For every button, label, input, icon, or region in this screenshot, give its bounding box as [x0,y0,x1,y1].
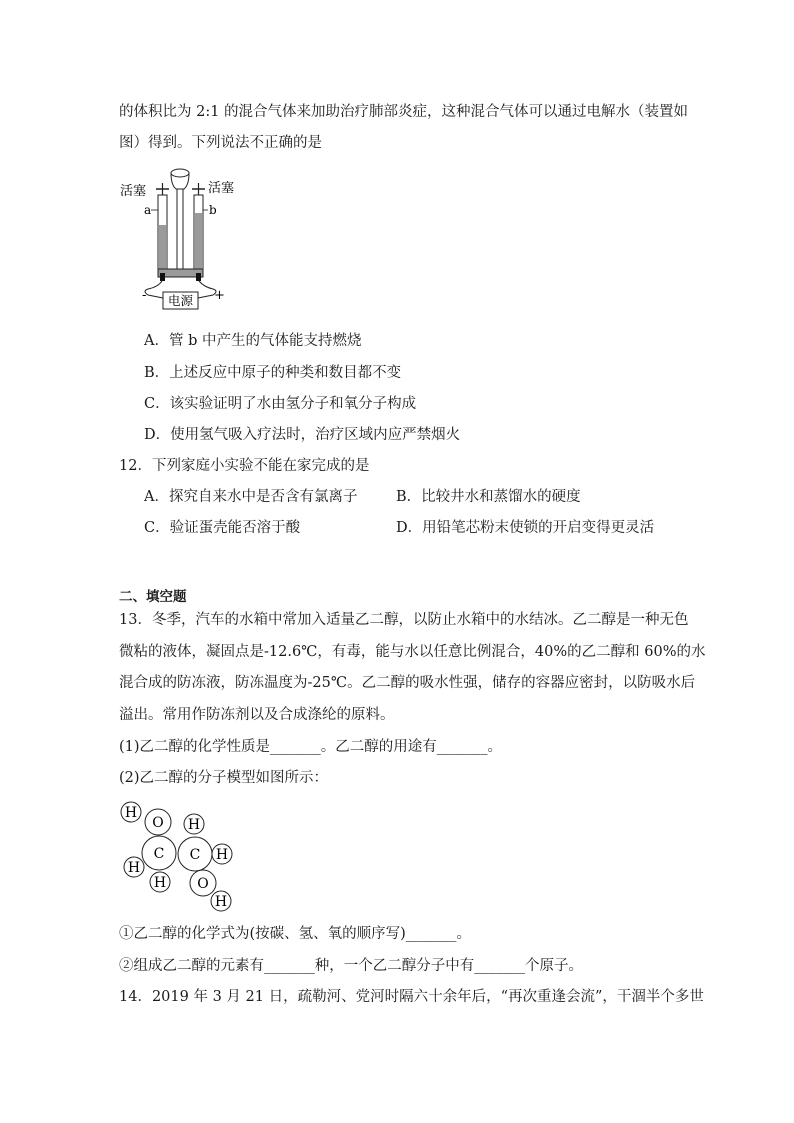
tube-a-label: a [144,203,152,217]
q11-stem-line1: 的体积比为 2:1 的混合气体来加助治疗肺部炎症，这种混合气体可以通过电解水（装置如 [119,104,689,120]
q12-stem: 12．下列家庭小实验不能在家完成的是 [119,458,370,474]
electrolysis-apparatus-figure [118,165,248,315]
q13-sub2: (2)乙二醇的分子模型如图所示： [119,770,329,786]
q11-stem-line2: 图）得到。下列说法不正确的是 [119,135,322,151]
atom-c1: C [153,846,165,862]
q12-option-a: A．探究自来水中是否含有氯离子 [144,489,358,505]
atom-h4: H [215,847,229,863]
atom-c2: C [189,847,201,863]
atom-h6: H [214,894,228,910]
q12-option-c: C．验证蛋壳能否溶于酸 [144,520,301,536]
ethylene-glycol-molecule-model [116,798,246,913]
q13-sub2-part2: ②组成乙二醇的元素有_______种，一个乙二醇分子中有_______个原子。 [119,958,583,974]
q14-line1: 14．2019 年 3 月 21 日，疏勒河、党河时隔六十余年后，“再次重逢会流”，干涸半个多世 [119,989,704,1005]
minus-label: - [142,288,147,303]
q11-option-a: A．管 b 中产生的气体能支持燃烧 [144,333,362,349]
power-source-label: 电源 [168,293,194,308]
atom-h1: H [124,805,138,821]
q13-sub1: (1)乙二醇的化学性质是_______。乙二醇的用途有_______。 [119,739,503,755]
q11-option-c: C．该实验证明了水由氢分子和氧分子构成 [144,396,417,412]
section-heading-fill-in: 二、填空题 [119,589,187,605]
q12-option-d: D．用铅笔芯粉末使锁的开启变得更灵活 [396,520,655,536]
atom-o1: O [152,815,164,831]
q13-line4: 溢出。常用作防冻剂以及合成涤纶的原料。 [119,707,395,723]
q11-option-d: D．使用氢气吸入疗法时，治疗区域内应严禁烟火 [144,427,461,443]
stopcock-right-label: 活塞 [208,181,235,196]
atom-o2: O [197,876,209,892]
q11-option-b: B．上述反应中原子的种类和数目都不变 [144,365,402,381]
stopcock-left-label: 活塞 [120,184,147,199]
q13-line1: 13．冬季，汽车的水箱中常加入适量乙二醇，以防止水箱中的水结冰。乙二醇是一种无色 [119,612,689,628]
q13-line3: 混合成的防冻液，防冻温度为-25℃。乙二醇的吸水性强，储存的容器应密封，以防吸水后 [119,675,696,691]
tube-b-label: b [209,203,217,217]
atom-h3: H [127,860,141,876]
q12-option-b: B．比较井水和蒸馏水的硬度 [396,489,581,505]
plus-label: + [214,288,225,303]
q13-sub2-part1: ①乙二醇的化学式为(按碳、氢、氧的顺序写)_______。 [119,926,472,942]
atom-h2: H [187,817,201,833]
q13-line2: 微粘的液体，凝固点是-12.6℃，有毒，能与水以任意比例混合，40%的乙二醇和 60%的水 [119,644,706,660]
atom-h5: H [153,875,167,891]
